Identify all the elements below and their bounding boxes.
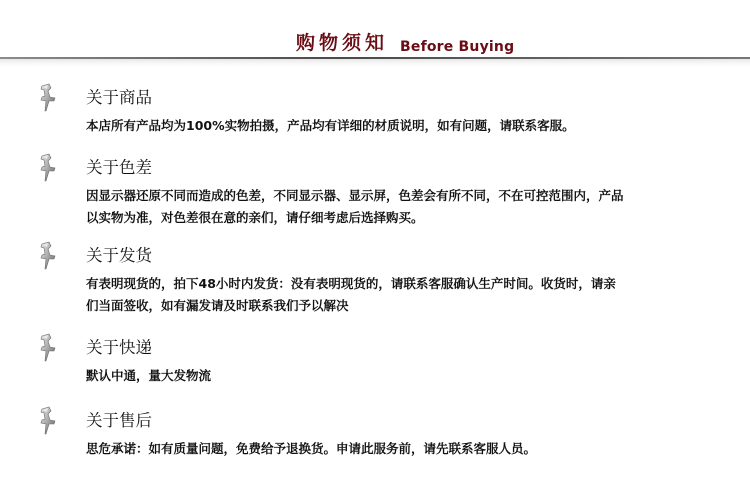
section-heading: 关于快递 bbox=[86, 338, 152, 357]
page-title-en: Before Buying bbox=[400, 39, 515, 55]
section-body: 思危承诺：如有质量问题，免费给予退换货。申请此服务前，请先联系客服人员。 bbox=[86, 441, 537, 456]
section-body: 默认中通，量大发物流 bbox=[86, 368, 212, 383]
pushpin-icon bbox=[36, 406, 62, 438]
pushpin-icon bbox=[36, 333, 62, 365]
header-divider bbox=[0, 57, 750, 59]
section-heading: 关于商品 bbox=[86, 88, 152, 107]
pushpin-icon bbox=[36, 241, 62, 273]
section-body: 因显示器还原不同而造成的色差，不同显示器、显示屏，色差会有所不同，不在可控范围内，产品以实物为准，对色差很在意的亲们，请仔细考虑后选择购买。 bbox=[86, 188, 624, 225]
pushpin-icon bbox=[36, 83, 62, 115]
section-heading: 关于色差 bbox=[86, 158, 152, 177]
pushpin-icon bbox=[36, 153, 62, 185]
page-header bbox=[0, 0, 750, 70]
section-body: 本店所有产品均为100%实物拍摄，产品均有详细的材质说明，如有问题，请联系客服。 bbox=[86, 118, 575, 133]
section-heading: 关于发货 bbox=[86, 246, 152, 265]
page-title-cn: 购物须知 bbox=[296, 32, 389, 54]
section-heading: 关于售后 bbox=[86, 411, 152, 430]
section-body: 有表明现货的，拍下48小时内发货：没有表明现货的，请联系客服确认生产时间。收货时，请亲们当面签收，如有漏发请及时联系我们予以解决 bbox=[86, 276, 616, 313]
